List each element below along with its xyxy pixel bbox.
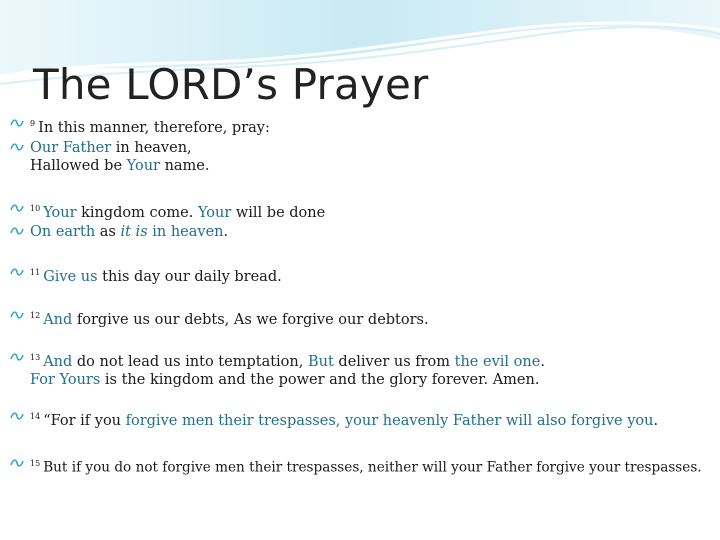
verse-number: 13 [30, 353, 41, 362]
curl-bullet-icon [10, 117, 24, 129]
verse-text: . [653, 412, 659, 429]
verse-text: will be done [231, 204, 326, 221]
verse-text: In this manner, therefore, pray: [38, 119, 270, 136]
list-item [10, 408, 716, 430]
verse-number: 15 [30, 459, 41, 468]
verse-number: 9 [30, 119, 36, 128]
verse-highlight: Give us [43, 268, 98, 285]
verse-text: do not lead us into temptation, [72, 353, 308, 370]
verse-text: . [540, 353, 545, 370]
verse-text: as [95, 224, 121, 240]
verse-text: kingdom come. [76, 204, 198, 221]
verse-text: forgive us our debts, As we forgive our debtors. [72, 311, 429, 328]
list-item [10, 307, 716, 329]
verse-highlight: it is [120, 224, 148, 240]
curl-bullet-icon [10, 351, 24, 363]
verse-number: 12 [30, 311, 41, 320]
verse-highlight: On earth [30, 224, 96, 240]
verse-text: name. [159, 158, 210, 174]
curl-bullet-icon [10, 266, 24, 278]
verse-text: in heaven, [111, 140, 192, 156]
curl-bullet-icon [10, 457, 24, 469]
verse-highlight: in heaven [147, 224, 224, 240]
verse-highlight: And [43, 311, 73, 328]
list-item [10, 455, 716, 477]
verse-text: “For if you [43, 412, 126, 429]
curl-bullet-icon [10, 309, 24, 321]
verse-text: Hallowed be [30, 158, 127, 174]
verse-highlight: Your [43, 204, 77, 221]
list-item [10, 115, 716, 137]
list-item [10, 349, 716, 389]
verse-highlight: Your [126, 158, 160, 174]
list-item [10, 223, 716, 241]
list-item [10, 139, 716, 175]
verse-number: 14 [30, 412, 41, 421]
verse-text: But if you do not forgive men their trespasses, neither will your Father forgive your trespasses. [43, 459, 702, 476]
list-item [10, 200, 716, 222]
verse-number: 10 [30, 204, 41, 213]
verse-text: . [223, 224, 229, 240]
verse-highlight: For Yours [30, 371, 101, 388]
verse-text: this day our daily bread. [97, 268, 282, 285]
curl-bullet-icon [10, 141, 24, 153]
verse-number: 11 [30, 268, 41, 277]
verse-highlight: Your [197, 204, 232, 221]
curl-bullet-icon [10, 410, 24, 422]
curl-bullet-icon [10, 225, 24, 237]
verse-highlight: But [307, 353, 334, 370]
verse-text: is the kingdom and the power and the glory forever. Amen. [100, 371, 540, 388]
verse-highlight: forgive men their trespasses, your heavenly Father will also forgive you [125, 412, 654, 429]
curl-bullet-icon [10, 202, 24, 214]
page-title: The LORD’s Prayer [33, 60, 429, 109]
list-item [10, 264, 716, 286]
verse-highlight: the evil one [454, 353, 541, 370]
verse-text: deliver us from [333, 353, 455, 370]
verse-highlight: Our Father [30, 140, 112, 156]
verse-highlight: And [43, 353, 73, 370]
